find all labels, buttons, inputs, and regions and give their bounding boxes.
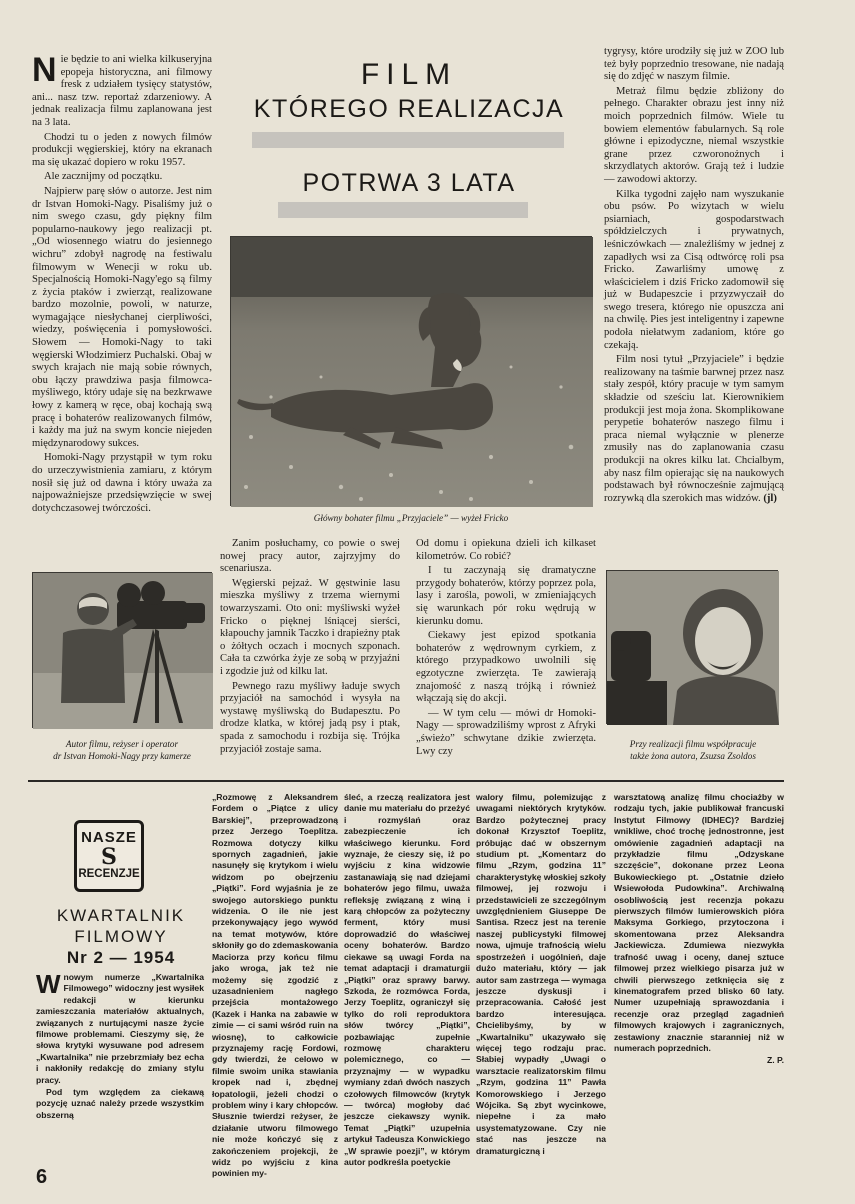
section-divider bbox=[28, 780, 784, 782]
paragraph: Film nosi tytuł „Przyjaciele” i będzie realizowany na taśmie barwnej przez nasz stały zespół, który pracuje w tym samym składzie od sześciu lat. Kierownikiem produkcji jest moja żona. Skomplikowane perypetie bohaterów naszego filmu i praca niemal wyłącznie w plenerze zmusiły nas do zaplanowania czasu produkcji na okres kilku lat. Chcialbym, aby nasz film opierając się na naukowych podstawach był równocześnie zajmującą rozrywką dla szerokich mas widzów. (jl) bbox=[604, 354, 784, 504]
signature-zp: Z. P. bbox=[766, 1055, 784, 1066]
review-column-4 bbox=[476, 792, 606, 1156]
article-column-1 bbox=[32, 51, 212, 554]
review-title-issue: Nr 2 — 1954 bbox=[66, 948, 176, 967]
paragraph: śleć, a rzeczą realizatora jest danie mu materiału do przeżyć i rozmyślań oraz zabezpieczenie ich właściwego kierunku. Ford wyznaje, że cieszy się, iż po wyjściu z kina widzowie zastanawiają się nad dziejami bohaterów jego filmu, uważa refleksję związaną z winą i karą chłopców za pożyteczny ferment, który musi doprowadzić do właściwej oceny bohaterów. Bardzo ciekawe są uwagi Forda na temat adaptacji i dramaturgii „Piątki” oraz sprawy barwy. Szkoda, że rozmówca Forda, Jerzy Toeplitz, ograniczył się tylko do roli reproduktora słów twórcy „Piątki”, pozbawiając zupełnie rozmowę charakteru polemicznego, co — przyznajmy — w wypadku wymiany zdań dwóch naszych czołowych filmowców (krytyk — twórca) mogłoby dać jeszcze ciekawszy wynik. Temat „Piątki” uzupełnia artykuł Tadeusza Konwickiego „W sprawie poezji”, w którym autor podkreśla poetyckie bbox=[344, 792, 470, 1167]
drop-cap-w: W bbox=[36, 969, 61, 999]
caption-line: dr Istvan Homoki-Nagy przy kamerze bbox=[53, 751, 191, 761]
paragraph: Zanim posłuchamy, co powie o swej nowej pracy autor, zajrzyjmy do scenariusza. bbox=[220, 538, 400, 575]
badge-s-letter: S bbox=[101, 844, 117, 870]
article-column-4 bbox=[604, 46, 784, 564]
paragraph: Pod tym względem za ciekawą pozycję uznać należy przede wszystkim obszerną bbox=[36, 1087, 204, 1120]
paragraph: Węgierski pejzaż. W gęstwinie lasu mieszka myśliwy z trzema wiernymi towarzyszami. Oto oni: myśliwski wyżeł Fricko o pięknej lśniącej sierści, kłapouchy jamnik Taczko i drapieżny ptak o żółtych oczach i mocnych szponach. Cała ta czwórka żyje ze sobą w przyjaźni i zgodzie już od kilku lat. bbox=[220, 577, 400, 677]
dog-photo-caption: Główny bohater filmu „Przyjaciele” — wyżeł Fricko bbox=[313, 513, 509, 523]
paragraph: nowym numerze „Kwartalnika Filmowego” widoczny jest wysiłek redakcji w kierunku zamieszczania materiałów aktualnych, związanych z nurtującymi nasze życie filmowe problemami. Cieszymy się, że słowa krytyki wysuwane pod adresem „Kwartalnika” nie przebrzmiały bez echa i nakłoniły redakcję do zmiany stylu pracy. bbox=[36, 972, 204, 1085]
author-photo-caption bbox=[32, 738, 212, 762]
article-column-3 bbox=[416, 538, 596, 764]
paragraph: Ciekawy jest epizod spotkania bohaterów z wędrownym cyrkiem, z którego przypadkowo uwolnili się egzotyczne zwierzęta. Te zawierają znajomość z naszą trójką i również włączają się do akcji. bbox=[416, 630, 596, 705]
drop-cap-n: N bbox=[32, 51, 57, 89]
paragraph: ie będzie to ani wielka kilkuseryjna epopeja historyczna, ani filmowy fresk z udziałem tysięcy statystów, ani... nasz tzw. reportaż zdarzeniowy. A jednak realizacja filmu zaplanowana jest na 3 lata. bbox=[32, 54, 212, 128]
review-column-2 bbox=[212, 792, 338, 1179]
review-title-line: FILMOWY bbox=[74, 927, 168, 946]
headline-block bbox=[228, 50, 590, 228]
review-column-5 bbox=[614, 792, 784, 1152]
grey-bar bbox=[278, 202, 528, 218]
paragraph: Homoki-Nagy przystąpił w tym roku do urzeczywistnienia zamiaru, z którym nosił się już od dawna i który uważa za najpoważniejsze przedsięwzięcie w swej dotychczasowej twórczości. bbox=[32, 452, 212, 514]
paragraph: Ale zacznijmy od początku. bbox=[44, 171, 163, 183]
grey-bar bbox=[252, 132, 564, 148]
badge-top-text: NASZE bbox=[81, 829, 137, 846]
paragraph: Metraż filmu będzie zbliżony do pełnego. Charakter obrazu jest inny niż moich poprzednich filmów. Wiele tu bowiem elementów fabularnych. Są role główne i epizodyczne, niemal wszystkie grane przez czworonożnych i skrzydlatych aktorów. Grają też i ludzie — zawodowi aktorzy. bbox=[604, 85, 784, 185]
caption-line: także żona autora, Zsuzsa Zsoldos bbox=[630, 751, 756, 761]
caption-line: Autor filmu, reżyser i operator bbox=[65, 739, 179, 749]
headline-ktorego: KTÓREGO REALIZACJA bbox=[253, 95, 565, 123]
author-photo bbox=[32, 572, 212, 728]
review-column-1 bbox=[36, 969, 204, 1152]
paragraph: Od domu i opiekuna dzieli ich kilkaset kilometrów. Co robić? bbox=[416, 538, 596, 562]
review-title bbox=[38, 905, 204, 968]
page-number: 6 bbox=[36, 1166, 48, 1188]
nasze-recenzje-badge bbox=[74, 820, 144, 892]
paragraph: I tu zaczynają się dramatyczne przygody bohaterów, którzy poprzez pola, lasy i zarośla, powoli, w zmieniających się warunkach pór roku wędrują w kierunku domu. bbox=[416, 565, 596, 627]
review-title-line: KWARTALNIK bbox=[56, 906, 186, 925]
headline-film: FILM bbox=[360, 58, 458, 91]
signature-jl: (jl) bbox=[763, 492, 777, 504]
paragraph: Pewnego razu myśliwy ładuje swych przyjaciół na samochód i wysyła na wystawę myśliwską do Budapesztu. Po drodze klatka, w której jadą psy i ptak, spada z samochodu i rozbija się. Trójka przyjaciół zostaje sama. bbox=[220, 680, 400, 755]
wife-photo bbox=[606, 570, 778, 724]
caption-line: Przy realizacji filmu współpracuje bbox=[629, 739, 757, 749]
paragraph: warsztatową analizę filmu chociażby w rodzaju tych, jakie publikował francuski Instytut Filmowy (IDHEC)? Bardziej wnikliwe, choć trochę jednostronne, jest omówienie zagadnień adaptacji na przykładzie filmu „Odzyskane szczęście”, dokonane przez Leona Bukowieckiego pt. „Ostatnie dzieło Wsiewołoda Pudowkina”. Archiwalną osobliwością jest recenzja pokazu pierwszych filmów lumierowskich pióra Maksyma Gorkiego, przytoczona i skomentowana przez Aleksandra Jackiewicza. Zdumiewa niezwykła trafność uwag i oceny, danej sztuce filmowej przez wielkiego pisarza już w chwili pierwszego zetknięcia się z kinematografem przed blisko 60 laty. Numer uzupełniają sprawozdania i recenzje oraz przegląd zagadnień filmowych krajowych i zagranicznych, zestawiony znacznie staranniej niż w numerach poprzednich. bbox=[614, 792, 784, 1053]
wife-photo-caption bbox=[604, 738, 782, 762]
paragraph: walory filmu, polemizując z uwagami niektórych krytyków. Bardzo pożytecznej pracy dokonał Krzysztof Toeplitz, próbując dać w obszernym studium pt. „Komentarz do filmu „Rzym, godzina 11” charakterystykę włoskiej szkoły filmowej, jej rozwoju i przedstawicieli ze szczególnym uwzględnieniem Giuseppe De Santisa. Rzecz jest na terenie naszej publicystyki filmowej nowa, ujmuje trafnością wielu spostrzeżeń i uogólnień, daje dużo materiału, który — jak autor sam zastrzega — wymaga jeszcze dyskusji i przepracowania. Całość jest bardzo interesująca. Chcielibyśmy, by w „Kwartalniku” ukazywało się więcej tego rodzaju prac. Słabiej wypadły „Uwagi o warsztacie realizatorskim filmu „Rzym, godzina 11” Pawła Komorowskiego i Jerzego Wójcika. Są zbyt wycinkowe, niepełne i za mało usystematyzowane. Czy nie stać nas jeszcze na dramaturgiczną i bbox=[476, 792, 606, 1156]
paragraph: — W tym celu — mówi dr Homoki-Nagy — sprowadziliśmy wprost z Afryki „świeżo” schwytane dzikie zwierzęta. Lwy czy bbox=[416, 707, 596, 757]
paragraph: Kilka tygodni zajęło nam wyszukanie obu psów. Po wizytach w wielu psiarniach, gospodarstwach spółdzielczych i prywatnych, leśniczówkach — znaleźliśmy w jednej z zapadłych wsi za Cisą odtwórcę roli psa Fricko. Zawarliśmy umowę z właścicielem i dziś Fricko zadomowił się już w Budapeszcie i przyzwyczaił do swego tresera, którego nie opuszcza ani na chwilę. Pies jest inteligentny i zapewne podoła niełatwym zadaniom, które go czekają. bbox=[604, 188, 784, 351]
headline-potrwa: POTRWA 3 LATA bbox=[302, 169, 516, 197]
paragraph: Najpierw parę słów o autorze. Jest nim dr Istvan Homoki-Nagy. Pisaliśmy już o nim swego czasu, gdy piękny film popularno-naukowy jego realizacji pt. „Od wiosennego wiatru do jesiennego wichru” zdobył nagrodę na festiwalu filmowym w Wenecji w roku ub. Specjalnością Homoki-Nagy'ego są filmy z życia ptaków i zwierząt, realizowane bardzo mozolnie, powoli, w naturze, wymagające niesłychanej cierpliwości, wiedzy, poświęcenia i pomysłowości. Słowem — Homoki-Nagy to taki węgierski Włodzimierz Puchalski. Obaj w swych krajach nie mają sobie równych, obu łączy prawdziwa pasja filmowca-myśliwego, który udaje się na bezkrwawe łowy z kamerą w ręce, obaj kochają swą pracę i bohaterów realizowanych filmów, i każdy ma już na swym koncie niejeden międzynarodowy sukces. bbox=[32, 185, 212, 449]
badge-bottom-text: RECENZJE bbox=[78, 868, 140, 880]
dog-photo bbox=[230, 236, 592, 506]
paragraph: tygrysy, które urodziły się już w ZOO lub też były poprzednio tresowane, nie nadają się do zdjęć w naszym filmie. bbox=[604, 46, 784, 83]
review-column-3 bbox=[344, 792, 470, 1167]
article-column-2 bbox=[220, 538, 400, 764]
paragraph: Chodzi tu o jeden z nowych filmów produkcji węgierskiej, który na ekranach ma się ukazać dopiero w roku 1957. bbox=[32, 131, 212, 168]
paragraph: „Rozmowę z Aleksandrem Fordem o „Piątce z ulicy Barskiej”, przeprowadzoną przez Jerzego Toeplitza. Rozmowa dotyczy kilku spornych zagadnień, jakie nasunęły się krytykom i wielu widzom po obejrzeniu „Piątki”. Ford wyjaśnia je ze swojego autorskiego punktu widzenia. O ile nie jest przekonywający jego wywód na temat motywów, które skłoniły go do zdemaskowania Maciorza przy końcu filmu jako wroga, jak też nie możemy się zgodzić z uzasadnieniem nagłego przejścia montażowego (Kazek i Hanka na zabawie w zimie — ci sami wśród ruin na wiosnę), to całkowicie przyznajemy rację Fordowi, gdy twierdzi, że celowo w filmie swoim unika stawiania kropek nad i, zbędnej łopatologii, jeżeli chodzi o problem winy i kary chłopców. Słusznie twierdzi reżyser, że działanie utworu filmowego nie może kończyć się z zakończeniem projekcji, że widz po wyjściu z kina powinien my- bbox=[212, 792, 338, 1179]
